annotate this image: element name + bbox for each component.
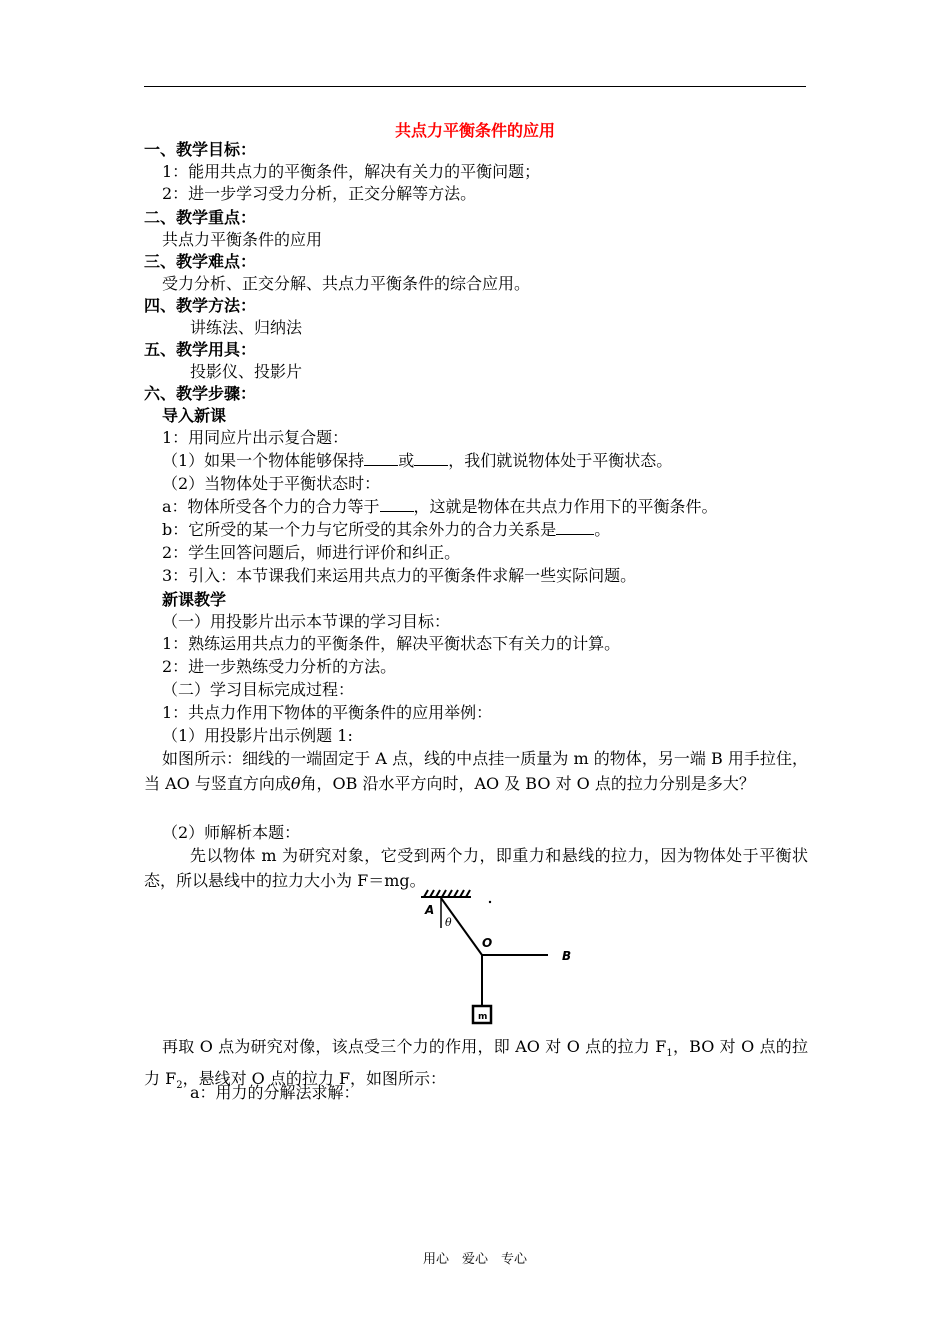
- question-2: （2）当物体处于平衡状态时：: [162, 474, 381, 493]
- analysis-2-part-b: ，BO 对 O 点的拉力 F: [144, 1037, 808, 1089]
- question-2a: [162, 496, 718, 518]
- question-2a-part-1: a：物体所受各个力的合力等于: [162, 497, 380, 516]
- ceiling-support: [421, 890, 471, 897]
- tools: 投影仪、投影片: [190, 362, 303, 381]
- intro-line-3: 3：引入：本节课我们来运用共点力的平衡条件求解一些实际问题。: [162, 566, 637, 585]
- lesson-line-3: 2：进一步熟练受力分析的方法。: [162, 657, 397, 676]
- theta-symbol: θ: [290, 774, 301, 793]
- answer-blank: [364, 451, 398, 466]
- question-1: [162, 450, 672, 472]
- section-2-heading: 二、教学重点：: [144, 208, 257, 227]
- question-1-part-c: ，我们就说物体处于平衡状态。: [448, 451, 673, 470]
- lesson-line-4: （二）学习目标完成过程：: [162, 680, 355, 699]
- question-1-part-b: 或: [398, 451, 415, 470]
- analysis-paragraph-1: 先以物体 m 为研究对象，它受到两个力，即重力和悬线的拉力，因为物体处于平衡状态，所以悬线中的拉力大小为 F＝mg。: [144, 846, 808, 890]
- section-5-heading: 五、教学用具：: [144, 340, 257, 359]
- subscript-1: 1: [666, 1048, 673, 1060]
- section-3-heading: 三、教学难点：: [144, 252, 257, 271]
- objective-2: 2：进一步学习受力分析，正交分解等方法。: [162, 184, 477, 203]
- lesson-line-1: （一）用投影片出示本节课的学习目标：: [162, 612, 451, 631]
- label-O: O: [482, 936, 493, 950]
- lesson-line-6: （1）用投影片出示例题 1:: [162, 726, 353, 745]
- lesson-line-7: （2）师解析本题：: [162, 823, 301, 842]
- section-1-heading: 一、教学目标：: [144, 140, 257, 159]
- lesson-line-5: 1：共点力作用下物体的平衡条件的应用举例：: [162, 703, 493, 722]
- key-point: 共点力平衡条件的应用: [162, 230, 323, 249]
- method-a-line: a：用力的分解法求解：: [190, 1083, 360, 1102]
- subscript-2: 2: [176, 1080, 183, 1092]
- label-m: m: [478, 1012, 488, 1022]
- intro-heading: 导入新课: [162, 406, 227, 425]
- method: 讲练法、归纳法: [190, 318, 303, 337]
- analysis-2-part-c: ，悬线对 O 点的拉力 F，如图所示：: [182, 1069, 447, 1089]
- section-6-heading: 六、教学步骤：: [144, 384, 257, 403]
- dashed-mark: [489, 901, 491, 903]
- intro-line-1: 1：用同应片出示复合题：: [162, 428, 349, 447]
- label-A: A: [425, 903, 435, 917]
- answer-blank: [556, 520, 594, 535]
- new-lesson-heading: 新课教学: [162, 590, 227, 609]
- document-title: 共点力平衡条件的应用: [394, 121, 555, 140]
- page-footer: 用心 爱心 专心: [422, 1252, 527, 1267]
- label-theta: θ: [445, 916, 452, 929]
- question-2b: [162, 519, 610, 541]
- lesson-line-2: 1：熟练运用共点力的平衡条件，解决平衡状态下有关力的计算。: [162, 634, 621, 653]
- answer-blank: [380, 497, 414, 512]
- example-1-part-1: 如图所示：细线的一端固定于 A 点，线的中点挂一质量为 m 的物体，另一端 B 用手拉住，当 AO 与竖直方向成: [144, 749, 808, 793]
- example-1-part-2: 角，OB 沿水平方向时，AO 及 BO 对 O 点的拉力分别是多大？: [300, 774, 755, 793]
- question-2b-part-2: 。: [594, 520, 611, 539]
- difficulty: 受力分析、正交分解、共点力平衡条件的综合应用。: [162, 274, 531, 293]
- objective-1: 1：能用共点力的平衡条件，解决有关力的平衡问题；: [162, 162, 541, 181]
- intro-line-2: 2：学生回答问题后，师进行评价和纠正。: [162, 543, 461, 562]
- question-2a-part-2: ，这就是物体在共点力作用下的平衡条件。: [413, 497, 718, 516]
- label-B: B: [562, 949, 572, 963]
- header-rule: [144, 86, 806, 87]
- question-2b-part-1: b：它所受的某一个力与它所受的其余外力的合力关系是: [162, 520, 557, 539]
- analysis-2-part-a: 再取 O 点为研究对像，该点受三个力的作用，即 AO 对 O 点的拉力 F: [162, 1037, 667, 1056]
- answer-blank: [414, 451, 448, 466]
- section-4-heading: 四、教学方法：: [144, 296, 257, 315]
- example-1-text: [144, 746, 808, 796]
- question-1-part-a: （1）如果一个物体能够保持: [162, 451, 365, 470]
- force-diagram: [415, 888, 590, 1030]
